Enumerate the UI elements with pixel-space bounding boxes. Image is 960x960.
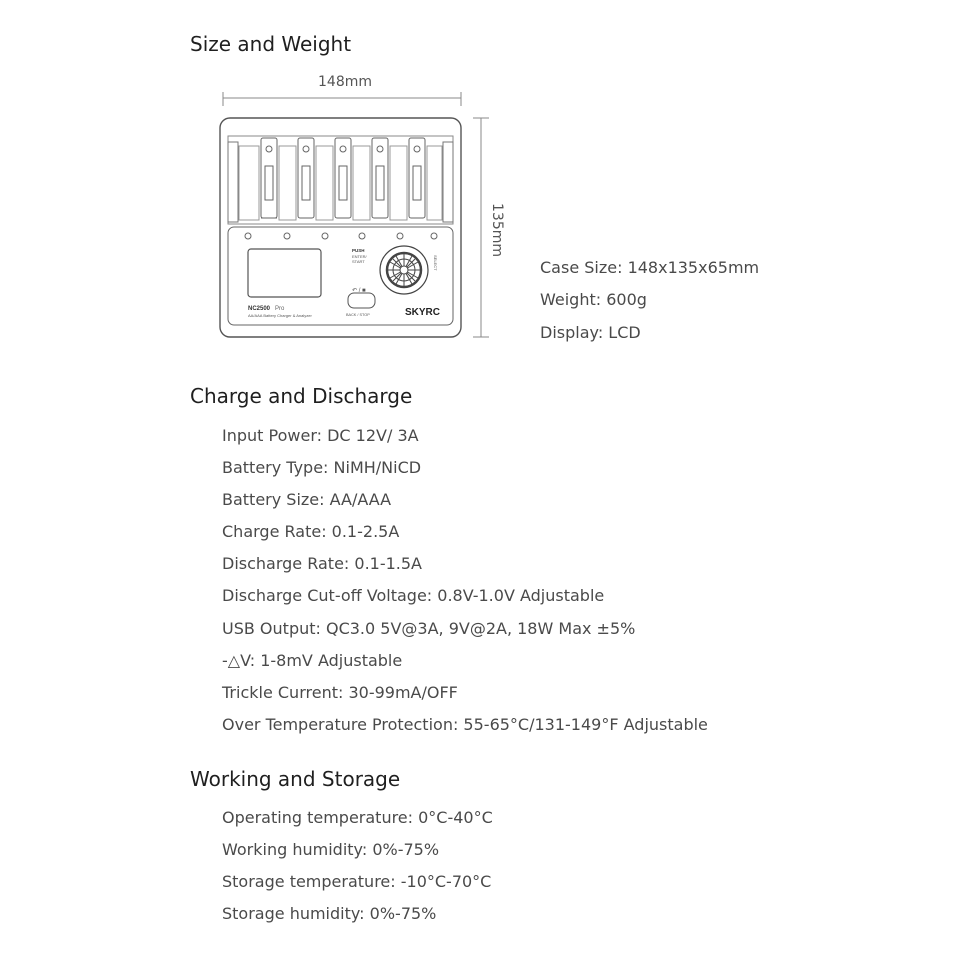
back-stop-label: BACK / STOP — [346, 313, 370, 317]
size-weight-heading: Size and Weight — [190, 32, 352, 56]
start-label: START — [352, 259, 365, 264]
charge-discharge-heading: Charge and Discharge — [190, 384, 413, 408]
spec-item: Operating temperature: 0°C-40°C — [222, 808, 493, 827]
height-dimension-label: 135mm — [489, 203, 505, 257]
enter-label: ENTER/ — [352, 254, 367, 259]
spec-item: USB Output: QC3.0 5V@3A, 9V@2A, 18W Max ±5% — [222, 618, 636, 638]
spec-item: Input Power: DC 12V/ 3A — [222, 426, 419, 445]
width-dimension-label: 148mm — [318, 74, 372, 90]
case-specs-list — [540, 258, 759, 355]
spec-item: Charge Rate: 0.1-2.5A — [222, 522, 400, 542]
case-size-spec: Case Size: 148x135x65mm — [540, 258, 760, 277]
spec-item: Discharge Cut-off Voltage: 0.8V-1.0V Adjustable — [222, 586, 605, 606]
model-suffix: Pro — [275, 306, 285, 312]
height-dimension-line — [473, 118, 489, 337]
model-subtitle: AA/AAA Battery Charger & Analyzer — [248, 313, 312, 318]
spec-item: Battery Type: NiMH/NiCD — [222, 458, 422, 478]
weight-spec: Weight: 600g — [540, 290, 647, 310]
width-dimension-line — [223, 92, 461, 106]
spec-item: Storage humidity: 0%-75% — [222, 904, 437, 924]
control-dial — [380, 246, 428, 294]
charger-outline-drawing — [215, 90, 490, 345]
display-spec: Display: LCD — [540, 322, 641, 342]
brand-logo: SKYRC — [405, 307, 441, 318]
spec-item: Trickle Current: 30-99mA/OFF — [222, 682, 458, 702]
select-label: SELECT — [433, 255, 438, 271]
spec-item: Discharge Rate: 0.1-1.5A — [222, 554, 422, 574]
spec-item: Working humidity: 0%-75% — [222, 840, 440, 860]
charge-discharge-list — [222, 426, 708, 747]
back-symbols: ↶ / ■ — [352, 288, 366, 294]
push-label: PUSH — [352, 248, 365, 253]
spec-item: -△V: 1-8mV Adjustable — [222, 650, 403, 670]
spec-item: Battery Size: AA/AAA — [222, 490, 392, 510]
working-storage-list — [222, 808, 493, 936]
spec-item: Over Temperature Protection: 55-65°C/131-149°F Adjustable — [222, 714, 708, 734]
model-name: NC2500 — [248, 306, 271, 312]
spec-item: Storage temperature: -10°C-70°C — [222, 872, 492, 892]
working-storage-heading: Working and Storage — [190, 767, 401, 791]
